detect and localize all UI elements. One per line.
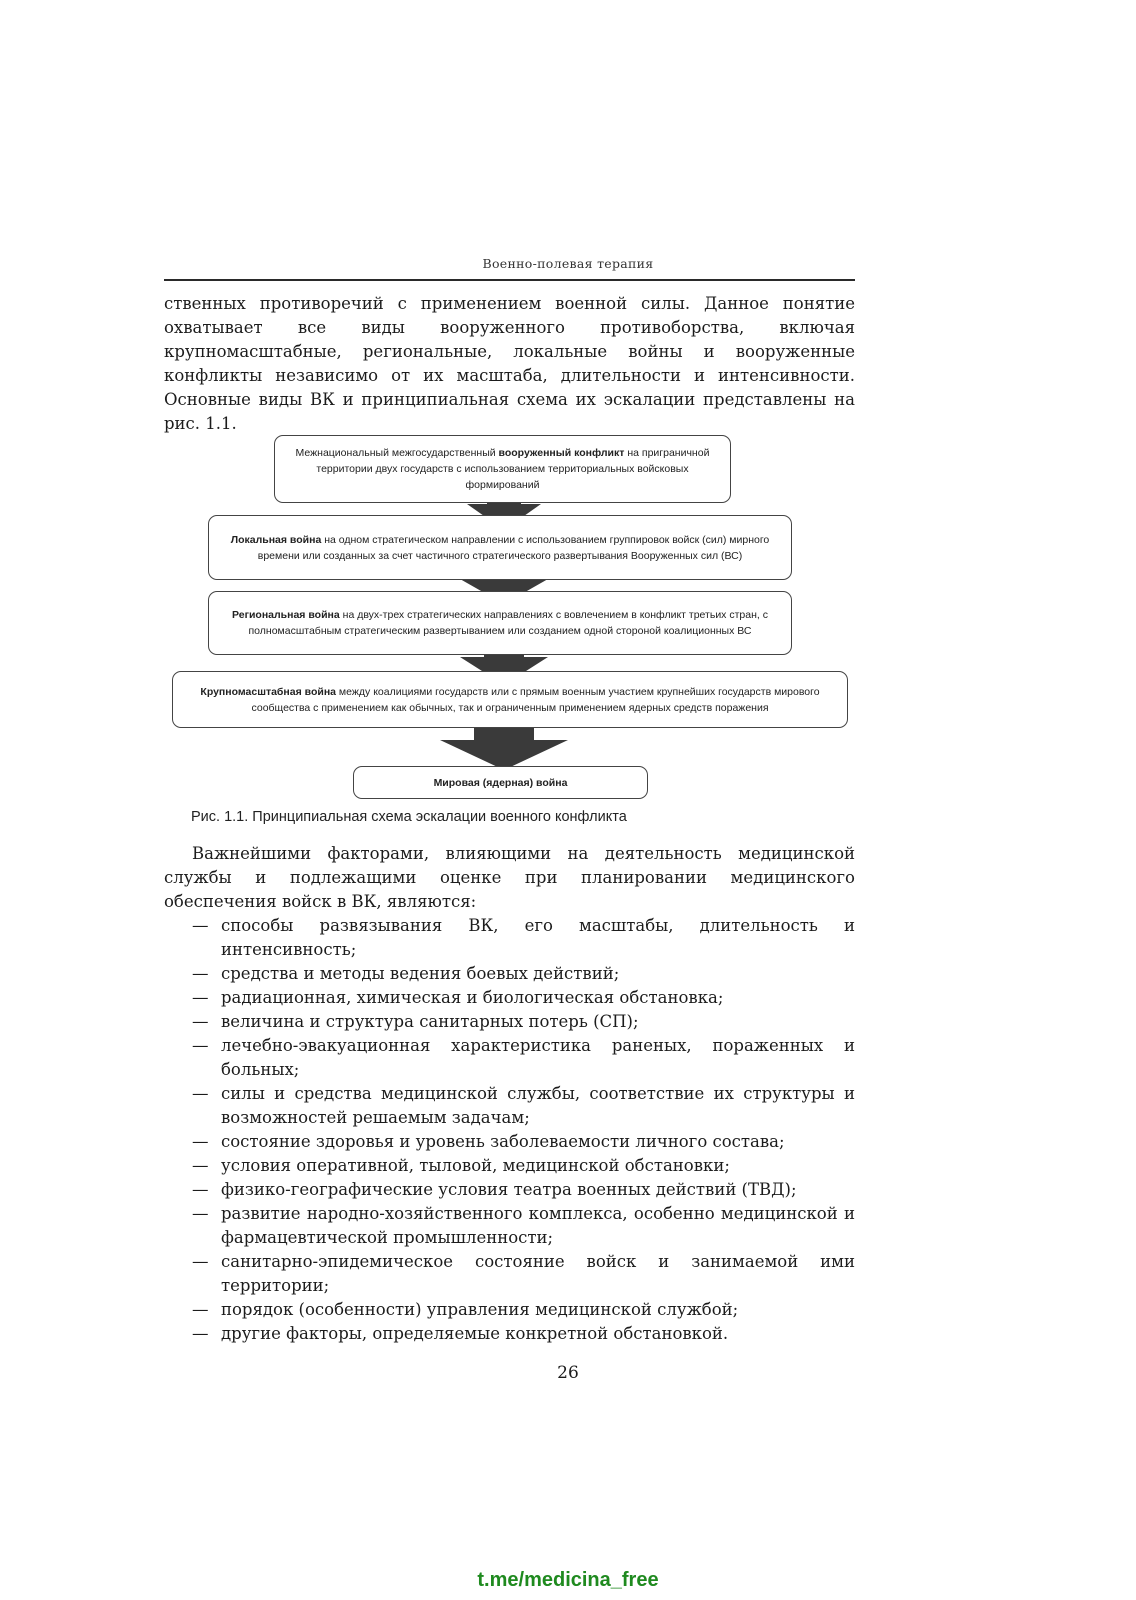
list-item: — условия оперативной, тыловой, медицинской обстановки; [192,1156,730,1175]
escalation-diagram [164,428,855,806]
telegram-channel-link[interactable]: t.me/medicina_free [477,1569,659,1591]
diagram-box-regional-war: Региональная война на двух-трех стратегических направлениях с вовлечением в конфликт третьих стран, с полномасштабным стратегическим развертыванием или созданием одной стороной коалиционных ВС [208,591,792,655]
list-item: — средства и методы ведения боевых действий; [192,964,620,983]
list-item: — другие факторы, определяемые конкретной обстановкой. [192,1324,729,1343]
diagram-box-large-scale-war: Крупномасштабная война между коалициями государств или с прямым военным участием крупнейших государств мирового сообщества с применением как обычных, так и ограниченным применением ядерных средств поражения [172,671,848,728]
list-item: — лечебно-эвакуационная характеристика раненых, пораженных и больных; [192,1036,855,1079]
factors-paragraph: Важнейшими факторами, влияющими на деятельность медицинской службы и подлежащими оценке при планировании медицинского обеспечения войск в ВК, являются: [164,844,855,911]
header-rule [164,279,855,281]
arrow-down-icon [440,722,568,770]
list-item: — физико-географические условия театра военных действий (ТВД); [192,1180,797,1199]
page-number: 26 [557,1363,579,1383]
intro-paragraph: ственных противоречий с применением военной силы. Данное понятие охватывает все виды вооруженного противоборства, включая крупномасштабные, региональные, локальные войны и вооруженные конфликты независимо от их масштаба, длительности и интенсивности. Основные виды ВК и принципиальная схема их эскалации представлены на рис. 1.1. [164,294,855,433]
running-header: Военно-полевая терапия [482,256,654,271]
list-item: — санитарно-эпидемическое состояние войск и занимаемой ими территории; [192,1252,855,1295]
diagram-box-interstate-conflict: Межнациональный межгосударственный вооруженный конфликт на приграничной территории двух государств с использованием территориальных войсковых формирований [274,435,731,503]
factors-list [164,914,855,1346]
list-item: — порядок (особенности) управления медицинской службой; [192,1300,739,1319]
diagram-box-local-war: Локальная война на одном стратегическом направлении с использованием группировок войск (сил) мирного времени или созданных за счет частичного стратегического развертывания Вооруженных сил (ВС) [208,515,792,580]
list-item: — радиационная, химическая и биологическая обстановка; [192,988,724,1007]
figure-caption: Рис. 1.1. Принципиальная схема эскалации военного конфликта [191,809,627,825]
list-item: — состояние здоровья и уровень заболеваемости личного состава; [192,1132,785,1151]
diagram-box-world-war: Мировая (ядерная) война [353,766,648,799]
list-item: — силы и средства медицинской службы, соответствие их структуры и возможностей решаемым задачам; [192,1084,855,1127]
list-item: — величина и структура санитарных потерь (СП); [192,1012,639,1031]
list-item: — развитие народно-хозяйственного комплекса, особенно медицинской и фармацевтической промышленности; [192,1204,855,1247]
list-item: — способы развязывания ВК, его масштабы, длительность и интенсивность; [192,916,855,959]
